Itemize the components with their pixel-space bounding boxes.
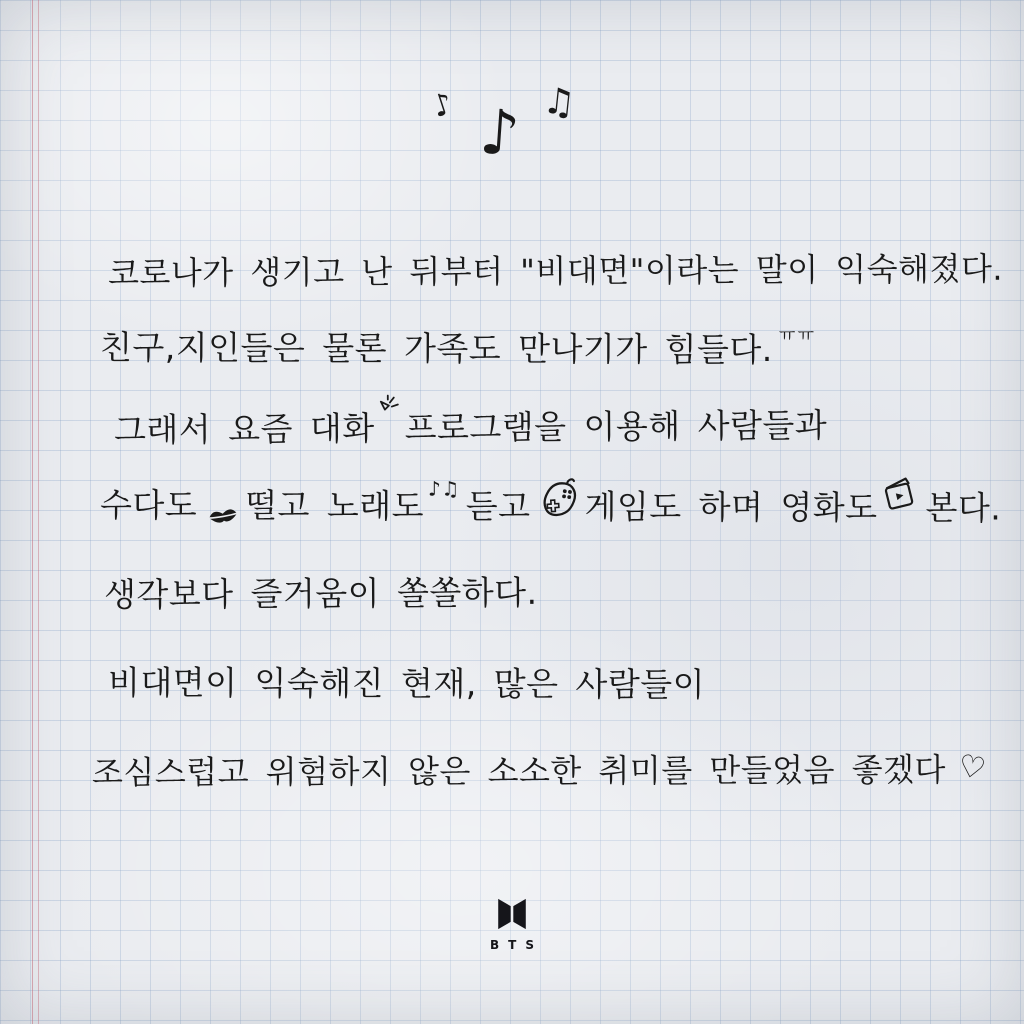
music-note-icon: ♪: [428, 85, 458, 126]
lips-icon: [204, 491, 242, 535]
line-text: 듣고: [465, 486, 531, 526]
music-note-icon: ♪♫: [428, 476, 460, 501]
line-text: 그래서 요즘 대화: [113, 408, 375, 450]
line-text: 생각보다 즐거움이 쏠쏠하다.: [103, 572, 538, 615]
handwritten-line-5: [104, 567, 538, 616]
line-text: 떨고 노래도: [245, 485, 425, 526]
bts-logo: [0, 898, 1024, 952]
sparkle-icon: [376, 384, 400, 423]
line-text: 비대면이 익숙해진 현재, 많은 사람들이: [107, 662, 706, 705]
heart-icon: ♡: [954, 747, 989, 788]
handwritten-line-1: [108, 244, 1003, 295]
bts-logo-text: BTS: [490, 938, 543, 952]
red-margin-line: [32, 0, 39, 1024]
music-note-icon: ♪: [477, 94, 523, 171]
handwritten-line-4: [99, 476, 1002, 529]
line-text: 수다도: [99, 485, 198, 525]
handwritten-line-7: [91, 744, 989, 793]
music-note-icon: ♫: [540, 80, 578, 125]
crying-emoticon: ㅠㅠ: [778, 326, 816, 347]
bts-emblem-icon: [491, 898, 533, 934]
handwritten-line-3: [114, 400, 827, 452]
line-text: 프로그램을 이용해 사람들과: [404, 405, 828, 448]
handwritten-line-2: [100, 322, 816, 371]
line-text: 게임도 하며 영화도: [584, 487, 878, 528]
line-text: 본다.: [925, 488, 1002, 528]
line-text: 친구,지인들은 물론 가족도 만나기가 힘들다.: [99, 327, 773, 370]
line-text: 코로나가 생기고 난 뒤부터 "비대면"이라는 말이 익숙해졌다.: [107, 249, 1004, 293]
music-notes-doodle: [425, 82, 605, 182]
movie-screen-icon: [876, 469, 920, 516]
line-text: 조심스럽고 위험하지 않은 소소한 취미를 만들었음 좋겠다: [91, 750, 946, 792]
game-controller-icon: [537, 472, 581, 521]
handwritten-line-6: [108, 657, 705, 706]
